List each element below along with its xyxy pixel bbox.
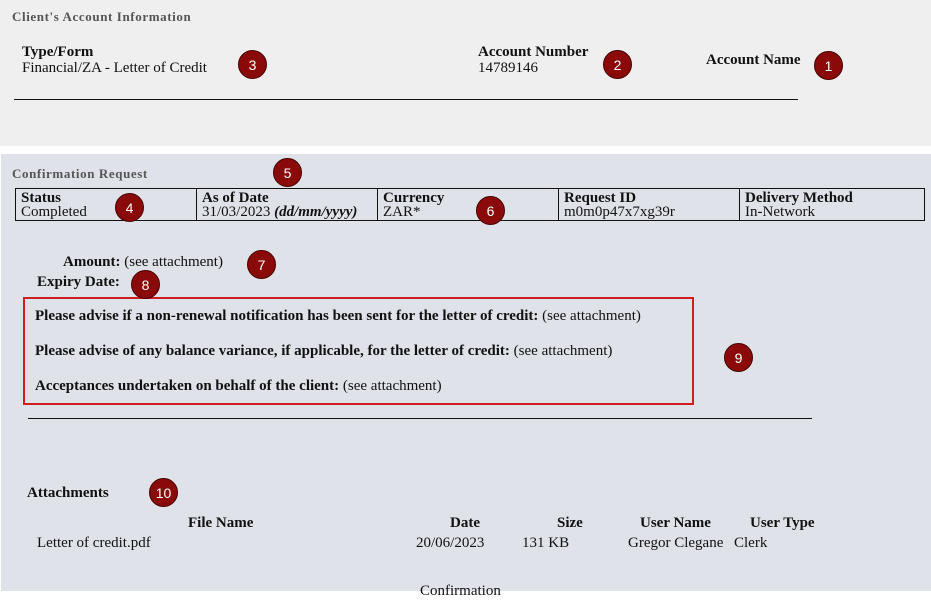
amount-value: (see attachment) — [124, 254, 223, 270]
col-file-name: File Name — [188, 515, 254, 531]
question-value: (see attachment) — [513, 343, 613, 359]
callout-badge: 5 — [273, 158, 302, 187]
delivery-method-label: Delivery Method — [745, 190, 853, 206]
attachment-user-name: Gregor Clegane — [628, 535, 724, 551]
col-size: Size — [557, 515, 583, 531]
question-row — [35, 343, 612, 359]
callout-badge: 2 — [603, 50, 632, 79]
attachment-date: 20/06/2023 — [416, 535, 485, 551]
as-of-date-label: As of Date — [202, 190, 269, 206]
question-value: (see attachment) — [342, 378, 442, 394]
request-id-label: Request ID — [564, 190, 637, 206]
account-number-label: Account Number — [478, 44, 589, 60]
status-label: Status — [21, 190, 62, 206]
callout-badge: 3 — [238, 50, 267, 79]
currency-label: Currency — [383, 190, 445, 206]
account-number-value: 14789146 — [478, 60, 538, 76]
col-user-name: User Name — [640, 515, 711, 531]
amount-label: Amount: — [63, 254, 121, 270]
callout-badge: 7 — [247, 250, 276, 279]
currency-cell — [378, 189, 559, 221]
question-value: (see attachment) — [542, 308, 641, 324]
attachment-file-link[interactable]: Letter of credit.pdf — [37, 535, 151, 551]
status-cell — [16, 189, 197, 221]
callout-badge: 10 — [149, 478, 178, 507]
delivery-method-value: In-Network — [745, 204, 815, 220]
as-of-date-cell — [197, 189, 378, 221]
status-value: Completed — [21, 204, 87, 220]
footer-partial-text: Confirmation — [420, 583, 501, 599]
delivery-method-cell — [740, 189, 925, 221]
question-label: Please advise if a non-renewal notification has been sent for the letter of credit: — [35, 308, 539, 324]
account-name-label: Account Name — [706, 52, 801, 68]
attachment-size: 131 KB — [522, 535, 570, 551]
callout-badge: 6 — [476, 196, 505, 225]
client-info-divider — [14, 99, 798, 100]
confirmation-title: Confirmation Request — [12, 166, 148, 181]
as-of-date-format: (dd/mm/yyyy) — [274, 204, 358, 220]
callout-badge: 8 — [131, 270, 160, 299]
callout-badge: 9 — [724, 343, 753, 372]
client-info-title: Client's Account Information — [12, 9, 192, 24]
question-label: Please advise of any balance variance, if applicable, for the letter of credit: — [35, 343, 510, 359]
question-label: Acceptances undertaken on behalf of the client: — [35, 378, 340, 394]
amount-row — [63, 255, 223, 269]
callout-badge: 4 — [115, 193, 144, 222]
request-id-cell — [559, 189, 740, 221]
type-form-value: Financial/ZA - Letter of Credit — [22, 60, 207, 76]
request-summary-table — [15, 188, 925, 221]
request-id-value: m0m0p47x7xg39r — [564, 204, 675, 220]
as-of-date-value: 31/03/2023 — [202, 204, 271, 220]
currency-value: ZAR* — [383, 204, 421, 220]
expiry-date-label: Expiry Date: — [37, 274, 120, 290]
question-row — [35, 308, 641, 324]
attachment-user-type: Clerk — [734, 535, 768, 551]
attachments-title: Attachments — [27, 485, 109, 501]
as-of-date-value-line — [202, 205, 374, 219]
question-row — [35, 378, 442, 394]
col-user-type: User Type — [750, 515, 815, 531]
confirmation-divider — [28, 418, 812, 419]
type-form-label: Type/Form — [22, 44, 94, 60]
callout-badge: 1 — [814, 51, 843, 80]
col-date: Date — [450, 515, 480, 531]
